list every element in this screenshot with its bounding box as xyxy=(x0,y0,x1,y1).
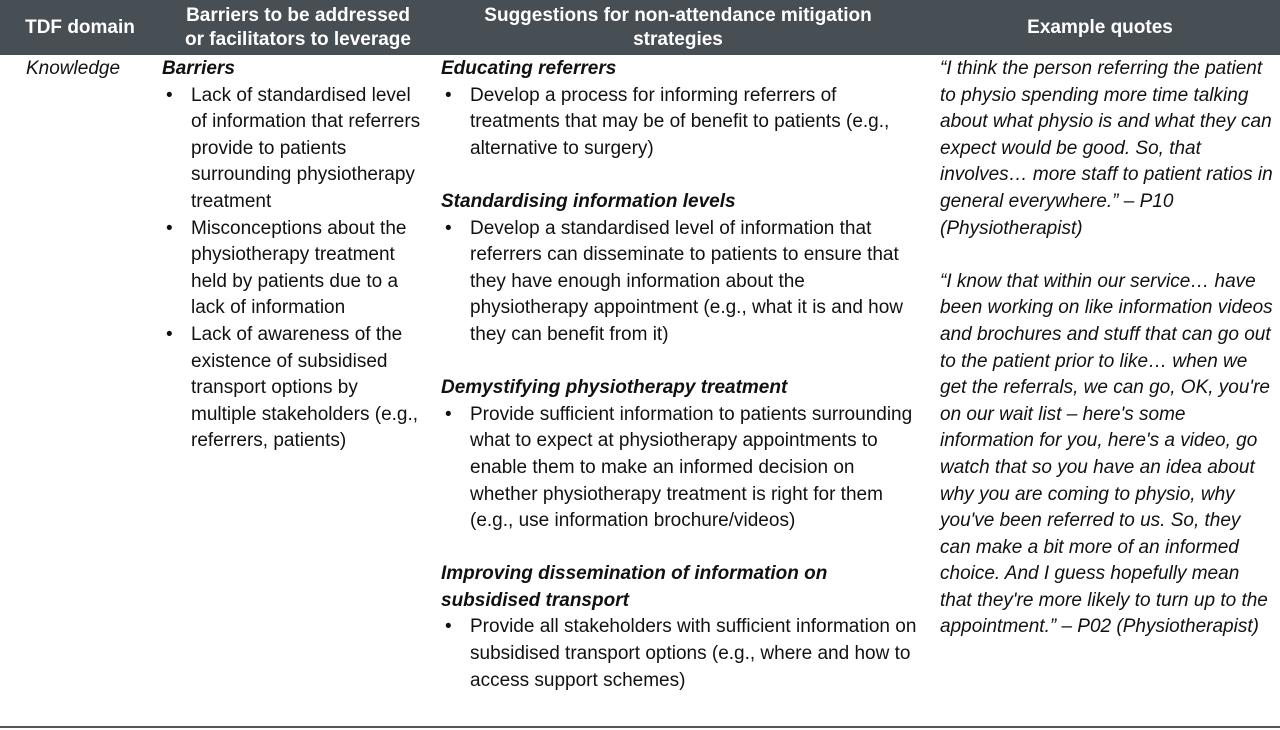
table-header xyxy=(0,0,1280,55)
example-quote: “I think the person referring the patient to physio spending more time talking about what physio is and what they can expect would be good. So, that involves… more staff to patient ratios in general everywhere.” – P10 (Physiotherapist) xyxy=(940,58,1273,239)
strategy-heading: Demystifying physiotherapy treatment xyxy=(441,377,788,399)
strategy-section xyxy=(441,56,919,162)
header-example-quotes-label: Example quotes xyxy=(1027,16,1173,38)
table-bottom-rule xyxy=(0,726,1280,728)
strategy-section xyxy=(441,189,919,349)
header-tdf-domain xyxy=(0,0,160,55)
strategy-heading: Standardising information levels xyxy=(441,190,736,212)
strategy-section xyxy=(441,375,919,535)
barrier-item: • Lack of awareness of the existence of subsidised transport options by multiple stakeholders (e.g., referrers, patients) xyxy=(162,322,426,455)
barriers-list xyxy=(162,83,426,455)
quotes-cell xyxy=(940,56,1274,668)
tdf-domain-cell xyxy=(26,56,156,83)
header-barriers xyxy=(160,0,436,55)
header-suggestions xyxy=(436,0,920,55)
strategy-bullet: • Develop a standardised level of information that referrers can disseminate to patients to ensure that they have enough information about the physiotherapy appointment (e.g., what it is and how they can benefit from it) xyxy=(441,216,919,349)
example-quote: “I know that within our service… have been working on like information videos and brochures and stuff that can go out to the patient prior to like… when we get the referrals, we can go, OK, you're on our wait list – here's some information for you, here's a video, go watch that so you have an idea about why you are coming to physio, why you've been referred to us. So, they can make a bit more of an informed choice. And I guess hopefully mean that they're more likely to turn up to the appointment.” – P02 (Physiotherapist) xyxy=(940,270,1273,638)
header-suggestions-line2: strategies xyxy=(633,28,723,50)
header-tdf-domain-label: TDF domain xyxy=(25,16,135,38)
barrier-item: • Misconceptions about the physiotherapy treatment held by patients due to a lack of information xyxy=(162,216,426,322)
strategy-heading: Improving dissemination of information on subsidised transport xyxy=(441,563,828,611)
barriers-heading: Barriers xyxy=(162,58,235,79)
header-suggestions-line1: Suggestions for non-attendance mitigation xyxy=(484,4,872,26)
header-barriers-line2: or facilitators to leverage xyxy=(185,28,411,50)
strategy-section xyxy=(441,561,919,694)
strategy-bullet: • Provide all stakeholders with sufficient information on subsidised transport options (e.g., where and how to access support schemes) xyxy=(441,614,919,694)
strategy-bullet: • Provide sufficient information to patients surrounding what to expect at physiotherapy appointments to enable them to make an informed decision on whether physiotherapy treatment is right for them (e.g., use information brochure/videos) xyxy=(441,402,919,535)
header-example-quotes xyxy=(920,0,1280,55)
tdf-domain-value: Knowledge xyxy=(26,58,121,79)
barrier-item: • Lack of standardised level of information that referrers provide to patients surrounding physiotherapy treatment xyxy=(162,83,426,216)
strategy-heading: Educating referrers xyxy=(441,58,617,79)
barriers-cell xyxy=(162,56,426,455)
strategy-bullet: • Develop a process for informing referrers of treatments that may be of benefit to patients (e.g., alternative to surgery) xyxy=(441,83,919,163)
header-barriers-line1: Barriers to be addressed xyxy=(186,4,410,26)
suggestions-cell xyxy=(441,56,919,694)
